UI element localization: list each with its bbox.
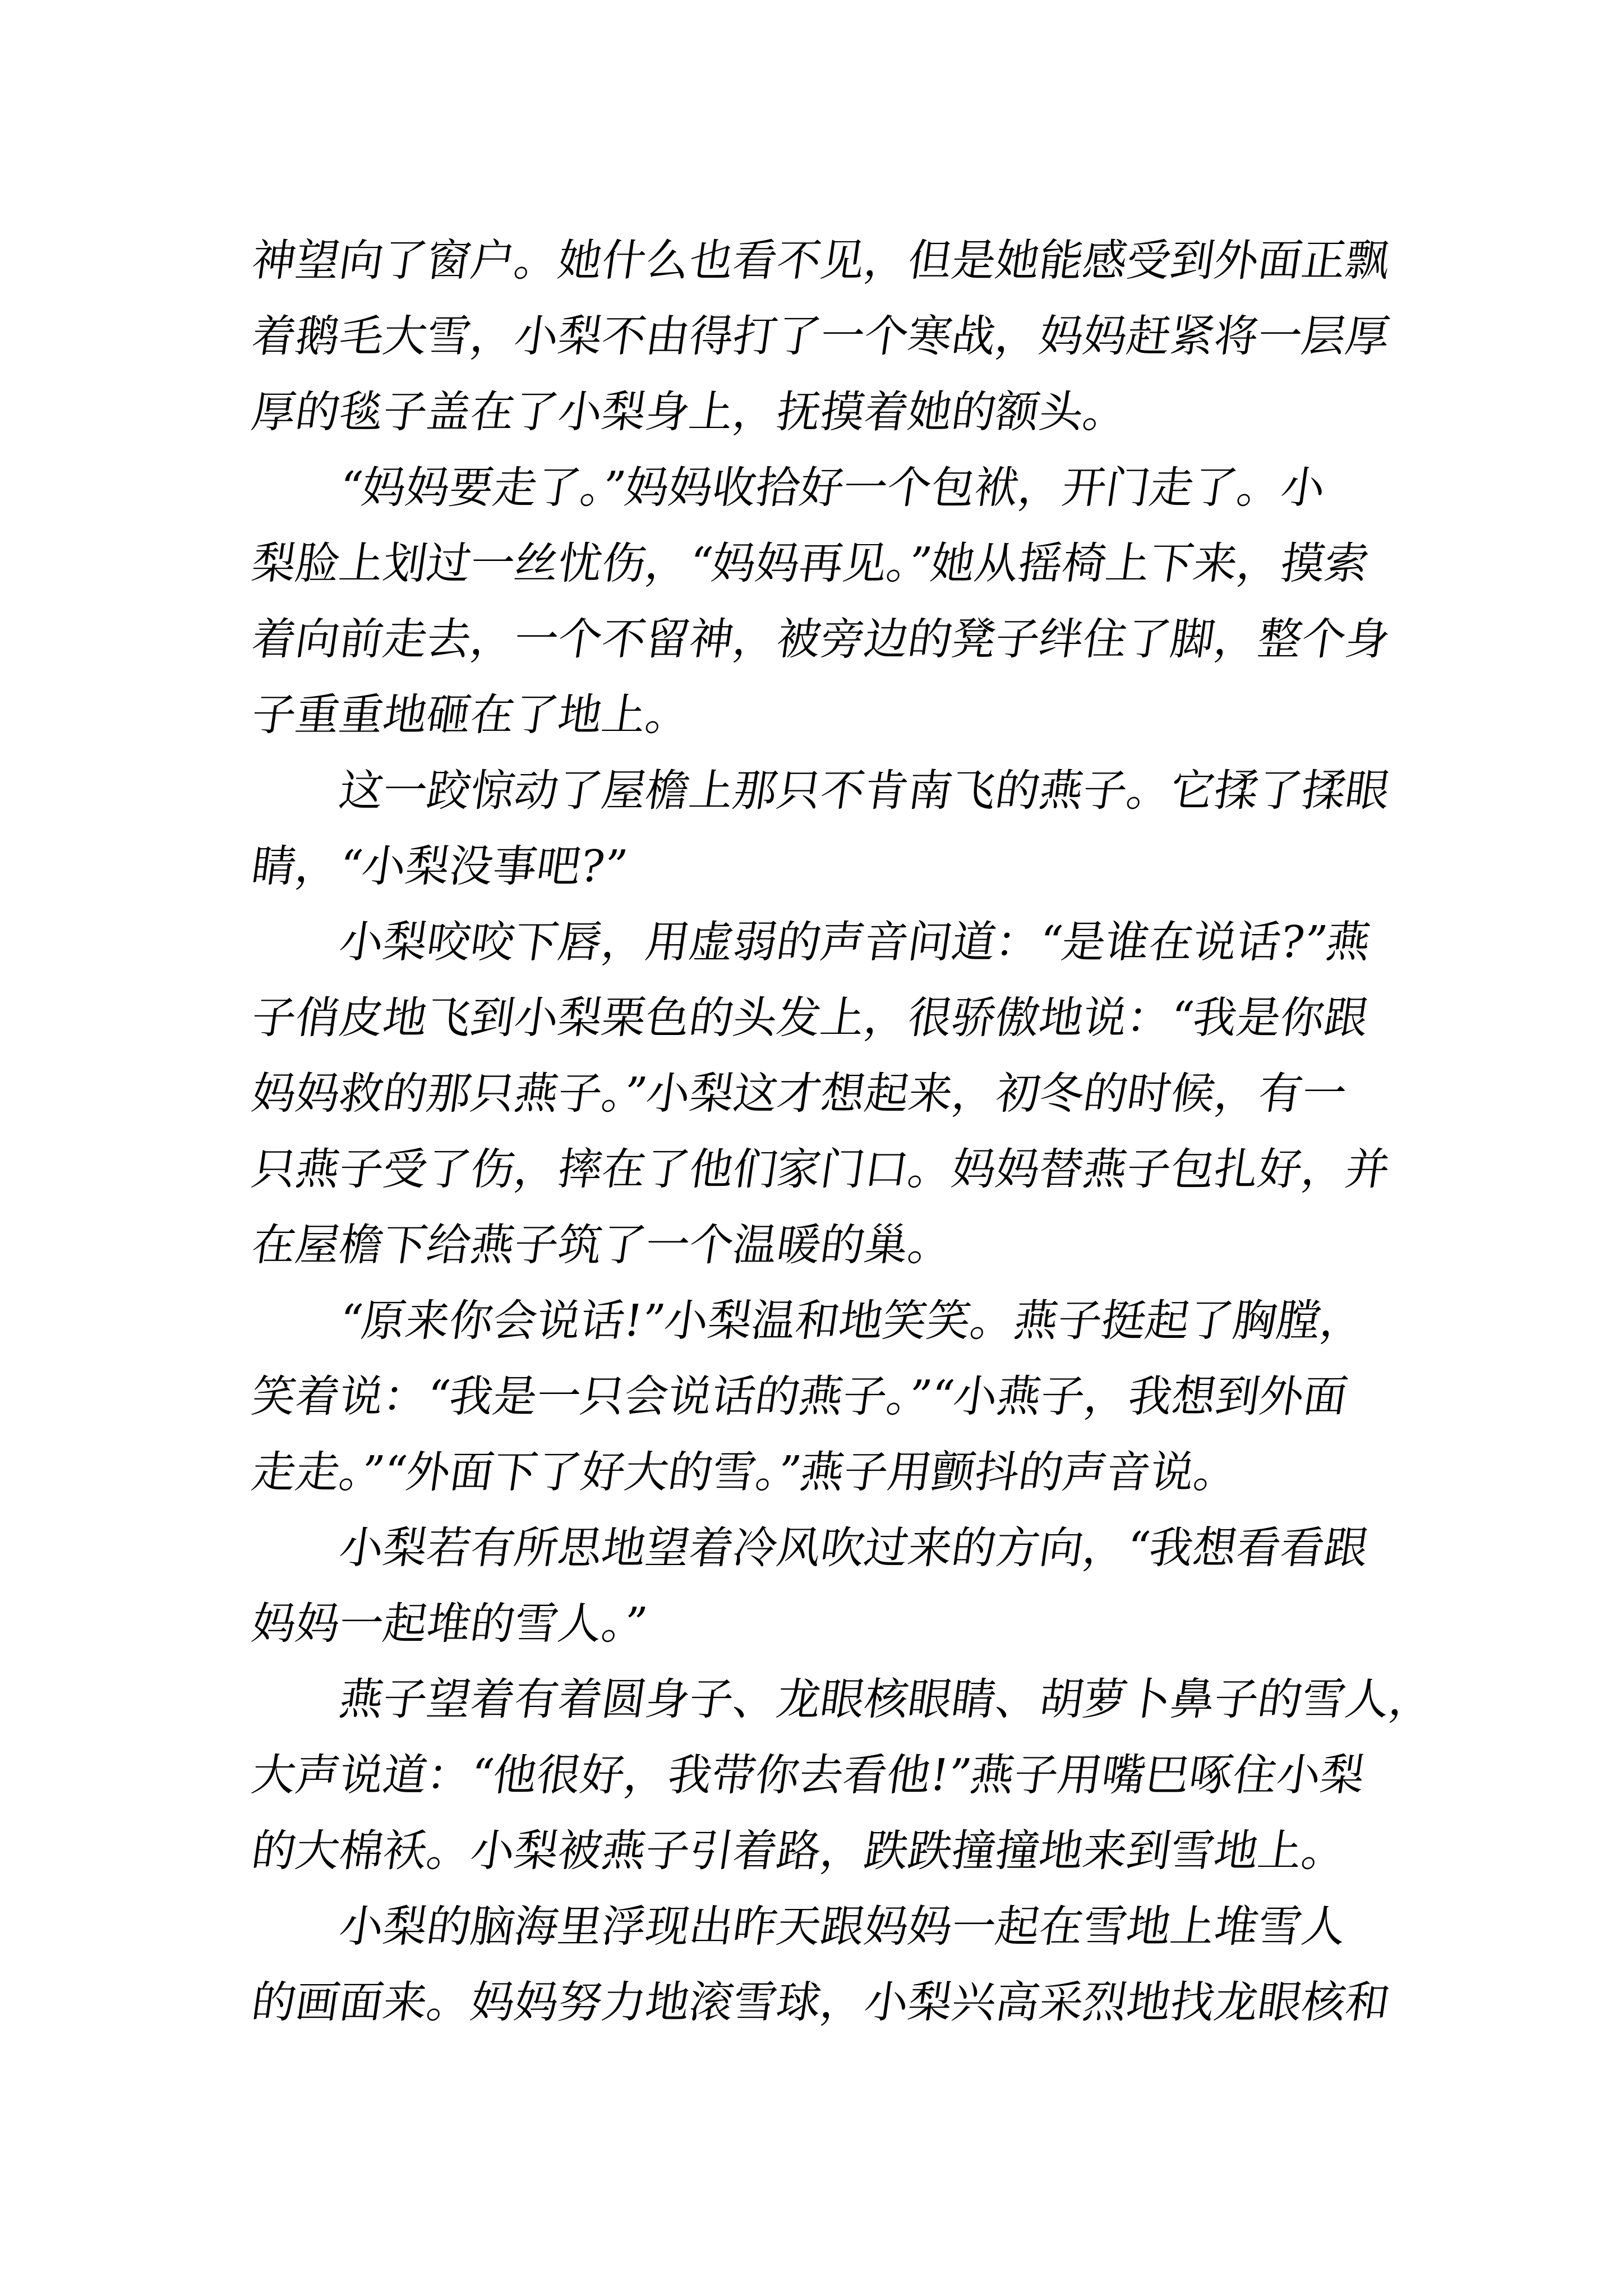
text-line: 妈妈救的那只燕子。”小梨这才想起来，初冬的时候，有一 xyxy=(248,1069,1350,1119)
text-line: 子俏皮地飞到小梨栗色的头发上，很骄傲地说：“我是你跟 xyxy=(248,993,1372,1043)
text-line: “妈妈要走了。”妈妈收拾好一个包袱，开门走了。小 xyxy=(336,463,1329,513)
text-line: 厚的毯子盖在了小梨身上，抚摸着她的额头。 xyxy=(248,387,1131,438)
page-text xyxy=(247,223,1437,2041)
text-line: 妈妈一起堆的雪人。” xyxy=(248,1599,650,1649)
text-line: 睛，“小梨没事吧?” xyxy=(248,841,630,892)
text-line: 这一跤惊动了屋檐上那只不肯南飞的燕子。它揉了揉眼 xyxy=(336,766,1393,816)
text-line: 小梨若有所思地望着冷风吹过来的方向，“我想看看跟 xyxy=(336,1523,1372,1573)
text-line: 着鹅毛大雪，小梨不由得打了一个寒战，妈妈赶紧将一层厚 xyxy=(248,311,1393,362)
text-line: 的画面来。妈妈努力地滚雪球，小梨兴高采烈地找龙眼核和 xyxy=(248,1977,1393,2028)
text-line: 只燕子受了伤，摔在了他们家门口。妈妈替燕子包扎好，并 xyxy=(248,1144,1393,1195)
text-line: 大声说道：“他很好，我带你去看他!”燕子用嘴巴啄住小梨 xyxy=(248,1750,1368,1801)
text-line: 走走。”“外面下了好大的雪。”燕子用颤抖的声音说。 xyxy=(248,1447,1242,1498)
text-line: 燕子望着有着圆身子、龙眼核眼睛、胡萝卜鼻子的雪人， xyxy=(336,1674,1437,1725)
text-line: 在屋檐下给燕子筑了一个温暖的巢。 xyxy=(248,1220,956,1271)
text-line: 的大棉袄。小梨被燕子引着路，跌跌撞撞地来到雪地上。 xyxy=(248,1826,1349,1876)
text-line: 笑着说：“我是一只会说话的燕子。”“小燕子，我想到外面 xyxy=(248,1372,1351,1422)
text-line: 小梨的脑海里浮现出昨天跟妈妈一起在雪地上堆雪人 xyxy=(336,1902,1349,1952)
text-line: 小梨咬咬下唇，用虚弱的声音问道：“是谁在说话?”燕 xyxy=(336,917,1374,968)
text-line: 着向前走去，一个不留神，被旁边的凳子绊住了脚，整个身 xyxy=(248,614,1393,665)
text-line: 梨脸上划过一丝忧伤，“妈妈再见。”她从摇椅上下来，摸索 xyxy=(248,539,1372,589)
text-line: 子重重地砸在了地上。 xyxy=(248,690,693,740)
text-line: 神望向了窗户。她什么也看不见，但是她能感受到外面正飘 xyxy=(248,236,1393,286)
text-line: “原来你会说话!”小梨温和地笑笑。燕子挺起了胸膛， xyxy=(336,1296,1368,1346)
